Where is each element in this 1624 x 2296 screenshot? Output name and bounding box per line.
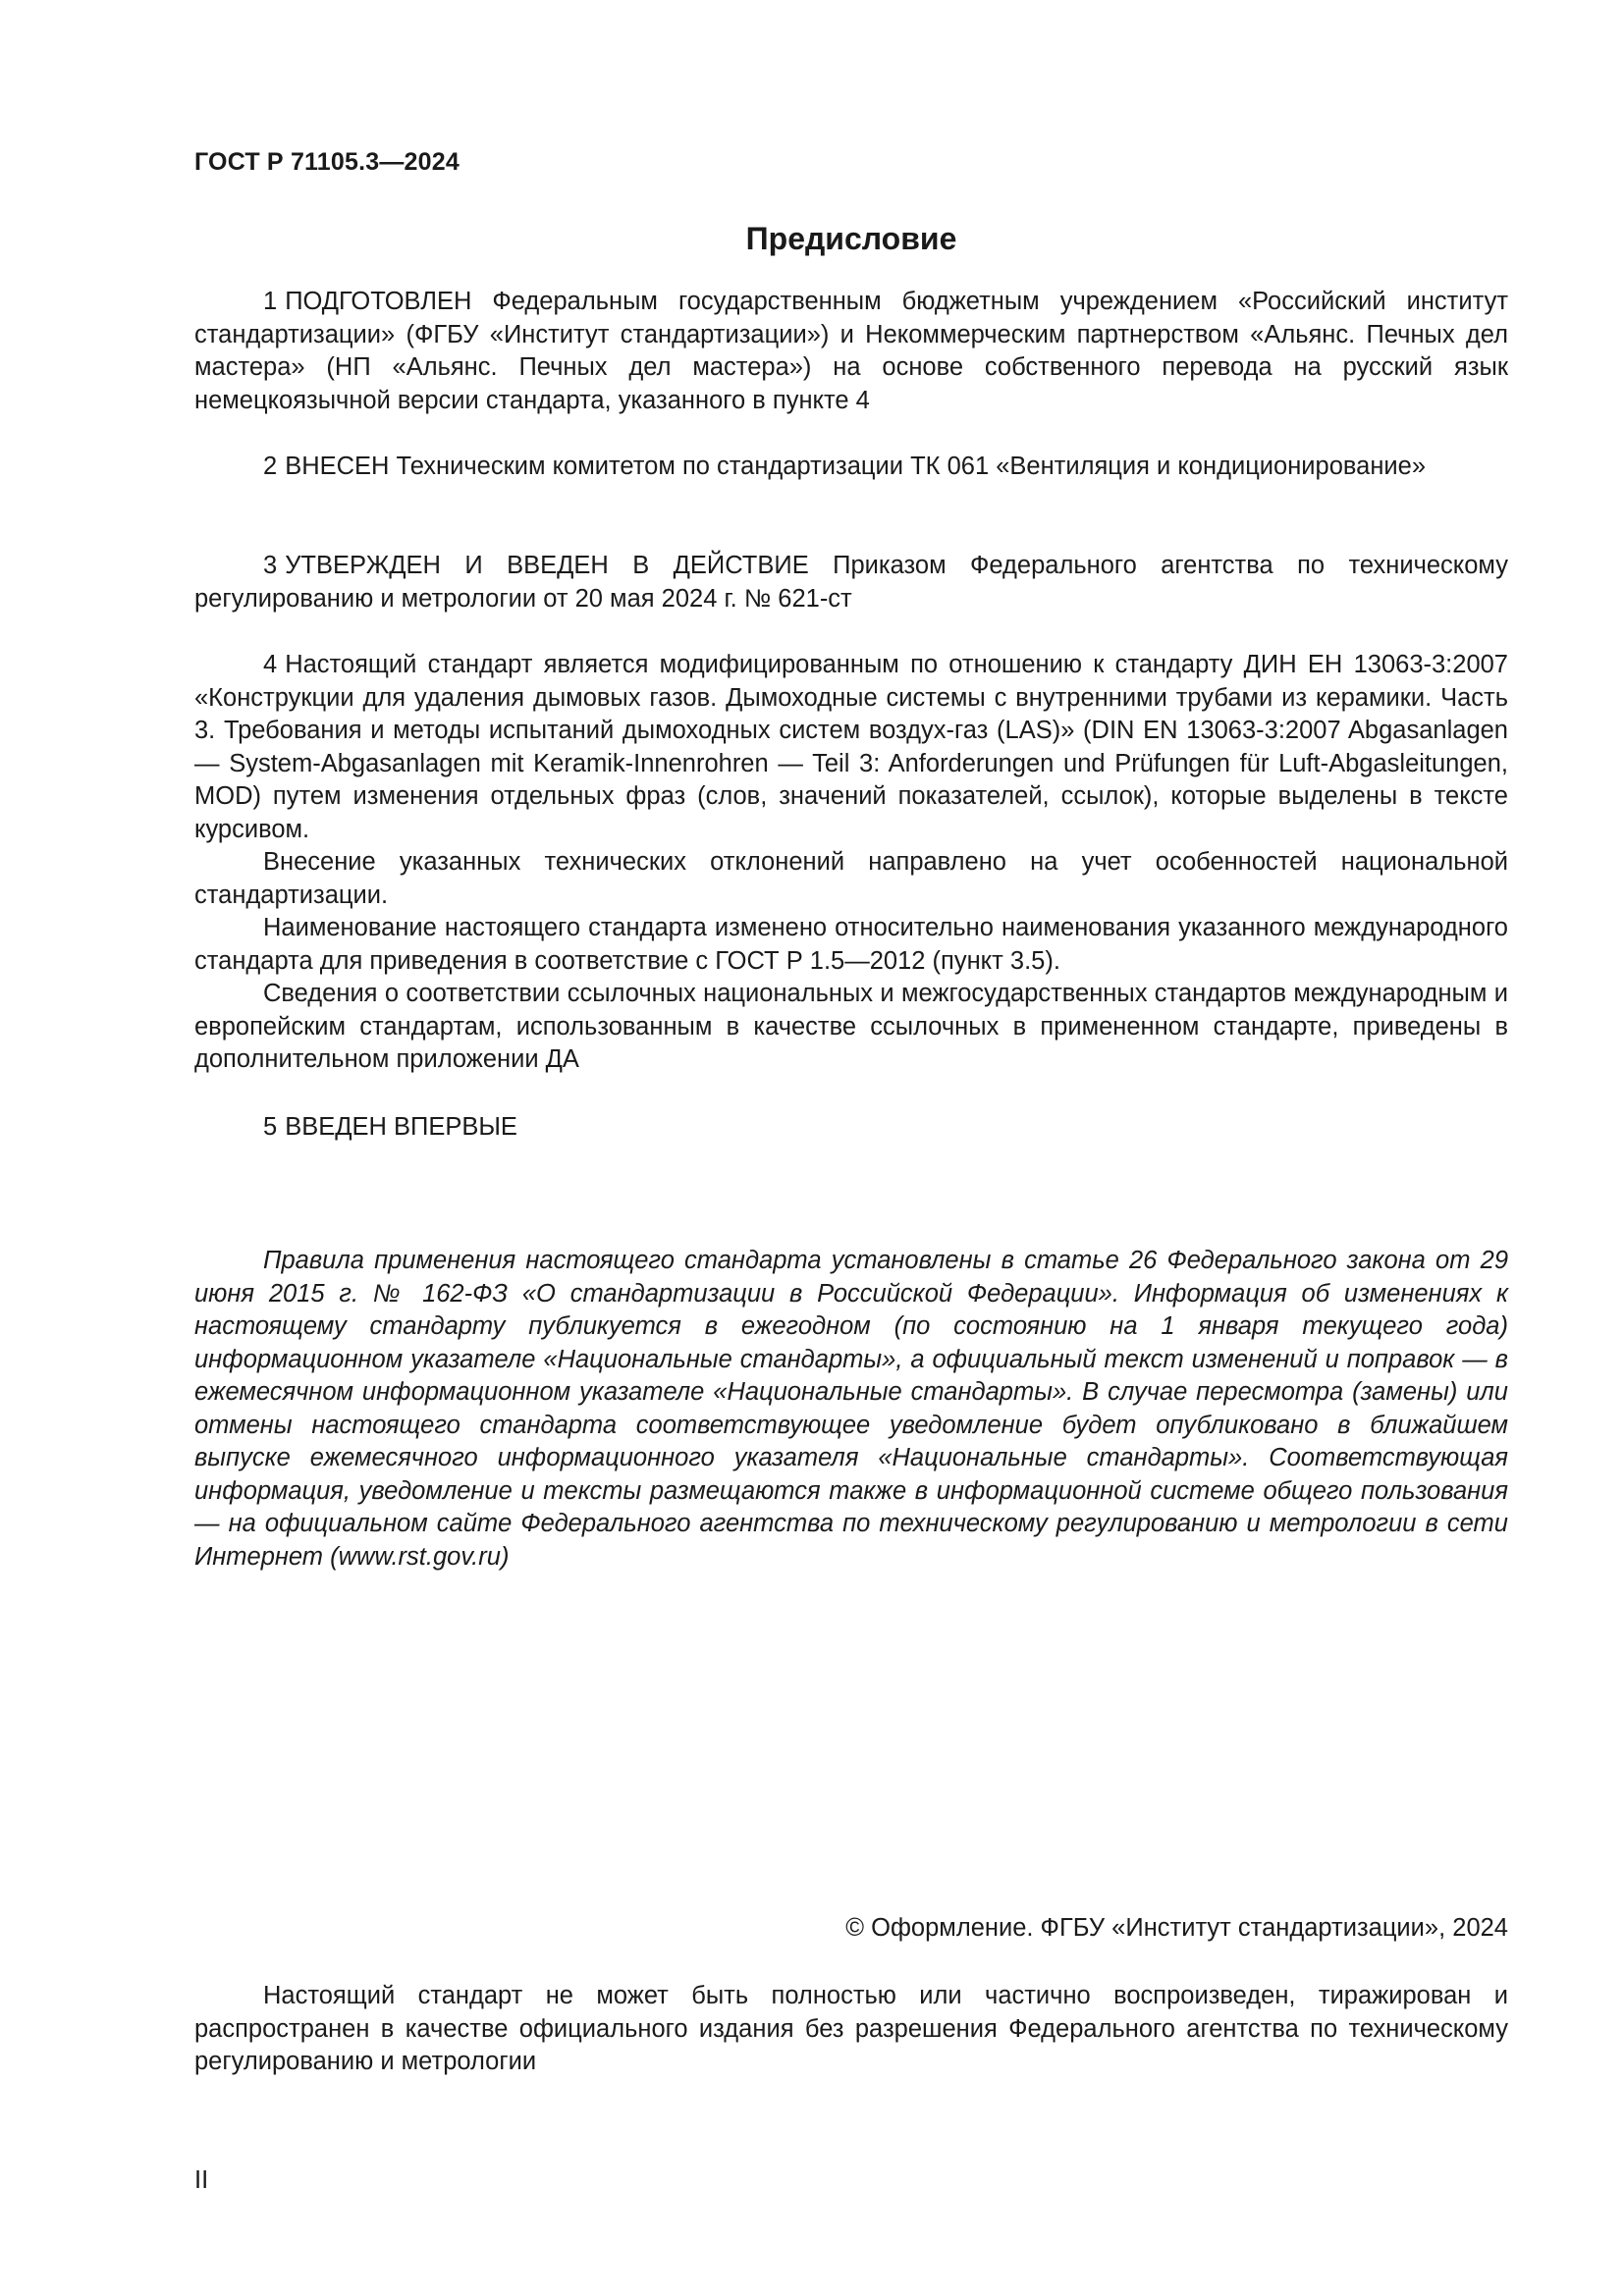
item-1 (194, 286, 1508, 417)
item-5 (194, 1111, 1508, 1145)
item-4 (194, 649, 1508, 1077)
rules-notice (194, 1245, 1508, 1574)
item-number: 4 (263, 651, 278, 678)
reproduction-notice (194, 1980, 1508, 2079)
item-number: 5 (263, 1113, 278, 1141)
item-4-paragraph: Наименование настоящего стандарта изменено относительно наименования указанного международного стандарта для приведения в соответствие с ГОСТ Р 1.5—2012 (пункт 3.5). (194, 914, 1508, 975)
page-title: Предисловие (745, 221, 957, 256)
document-code: ГОСТ Р 71105.3—2024 (194, 148, 460, 176)
rules-notice-text: Правила применения настоящего стандарта установлены в статье 26 Федерального закона от 29 июня 2015 г. № 162-ФЗ «О стандартизации в Российской Федерации». Информация об изменениях к настоящему стандарту публикуется в ежегодном (по состоянию на 1 января текущего года) информационном указателе «Национальные стандарты», а официальный текст изменений и поправок — в ежемесячном информационном указателе «Национальные стандарты». В случае пересмотра (замены) или отмены настоящего стандарта соответствующее уведомление будет опубликовано в ближайшем выпуске ежемесячного информационного указателя «Национальные стандарты». Соответствующая информация, уведомление и тексты размещаются также в информационной системе общего пользования — на официальном сайте Федерального агентства по техническому регулированию и метрологии в сети Интернет (www.rst.gov.ru) (194, 1247, 1508, 1571)
item-2 (194, 451, 1508, 484)
item-text: ВНЕСЕН Техническим комитетом по стандартизации ТК 061 «Вентиляция и кондиционирование» (285, 453, 1427, 480)
item-number: 1 (263, 288, 278, 315)
reproduction-notice-text: Настоящий стандарт не может быть полностью или частично воспроизведен, тиражирован и распространен в качестве официального издания без разрешения Федерального агентства по техническому регулированию и метрологии (194, 1982, 1508, 2075)
item-4-paragraph: Внесение указанных технических отклонений направлено на учет особенностей национальной стандартизации. (194, 848, 1508, 909)
item-text: ВВЕДЕН ВПЕРВЫЕ (285, 1113, 517, 1141)
item-3 (194, 550, 1508, 615)
item-text: УТВЕРЖДЕН И ВВЕДЕН В ДЕЙСТВИЕ Приказом Федерального агентства по техническому регулированию и метрологии от 20 мая 2024 г. № 621-ст (194, 552, 1508, 613)
copyright-line: © Оформление. ФГБУ «Институт стандартизации», 2024 (845, 1914, 1508, 1942)
item-4-paragraph: Сведения о соответствии ссылочных национальных и межгосударственных стандартов международным и европейским стандартам, использованным в качестве ссылочных в примененном стандарте, приведены в дополнительном приложении ДА (194, 980, 1508, 1073)
page-number: II (194, 2166, 209, 2194)
item-number: 3 (263, 552, 278, 579)
item-number: 2 (263, 453, 278, 480)
item-text: ПОДГОТОВЛЕН Федеральным государственным бюджетным учреждением «Российский институт стандартизации» (ФГБУ «Институт стандартизации») и Некоммерческим партнерством «Альянс. Печных дел мастера» (НП «Альянс. Печных дел мастера») на основе собственного перевода на русский язык немецкоязычной версии стандарта, указанного в пункте 4 (194, 288, 1508, 414)
item-text: Настоящий стандарт является модифицированным по отношению к стандарту ДИН ЕН 13063-3:2007 «Конструкции для удаления дымовых газов. Дымоходные системы с внутренними трубами из керамики. Часть 3. Требования и методы испытаний дымоходных систем воздух-газ (LAS)» (DIN EN 13063-3:2007 Abgasanlagen — System-Abgasanlagen mit Keramik-Innenrohren — Teil 3: Anforderungen und Prüfungen für Luft-Abgasleitungen, MOD) путем изменения отдельных фраз (слов, значений показателей, ссылок), которые выделены в тексте курсивом. (194, 651, 1508, 843)
